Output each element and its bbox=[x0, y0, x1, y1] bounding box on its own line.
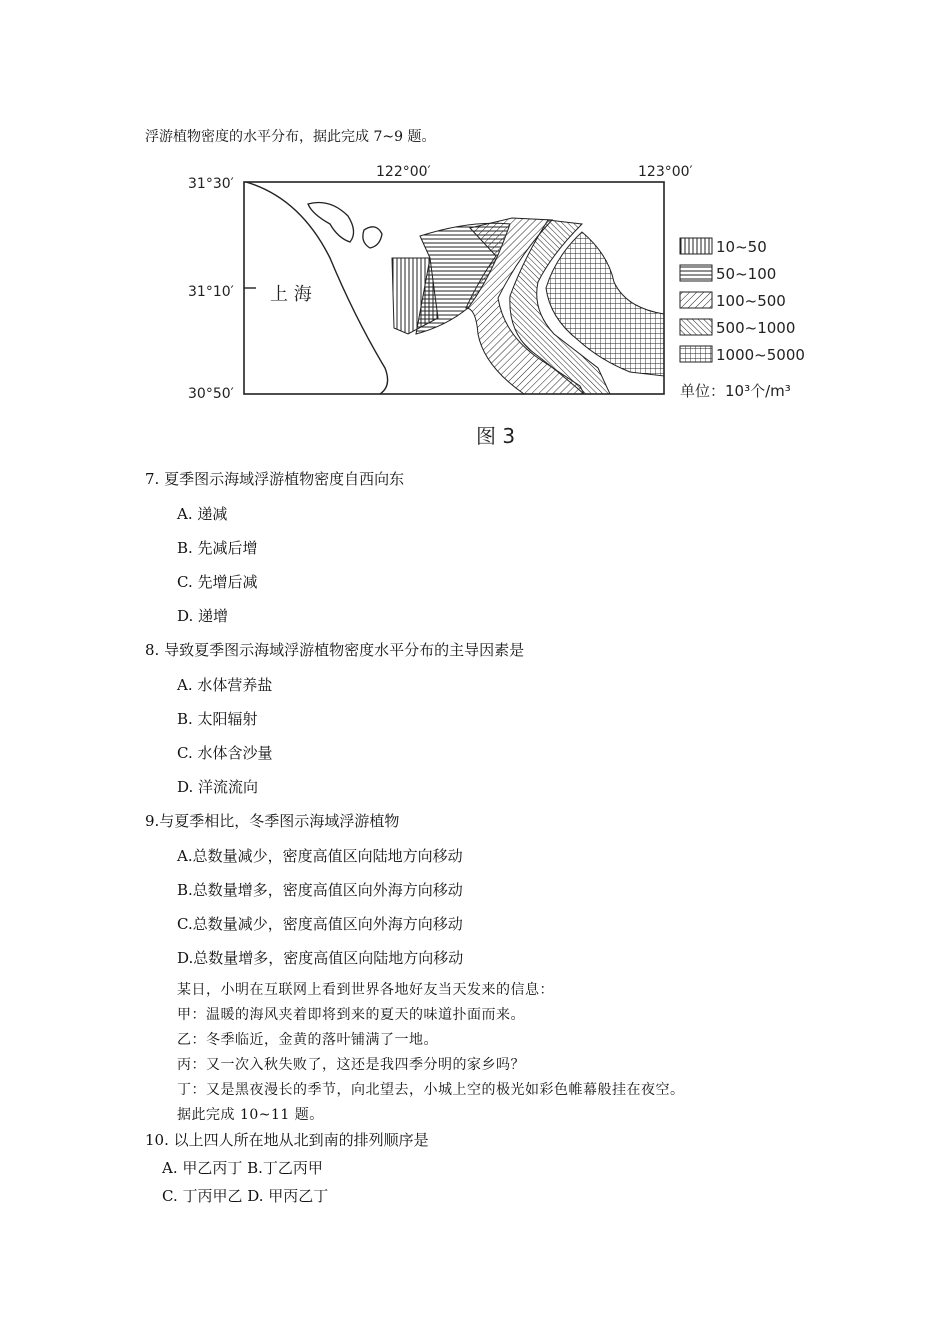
q7-option-c: C. 先增后减 bbox=[177, 573, 258, 591]
passage-line-1: 某日，小明在互联网上看到世界各地好友当天发来的信息： bbox=[177, 982, 554, 998]
passage-line-4: 丙：又一次入秋失败了，这还是我四季分明的家乡吗？ bbox=[177, 1057, 525, 1073]
legend-label-50-100: 50~100 bbox=[716, 265, 777, 283]
q10-options-row-2: C. 丁丙甲乙 D. 甲丙乙丁 bbox=[162, 1187, 329, 1205]
legend-label-500-1000: 500~1000 bbox=[716, 319, 796, 337]
passage-line-6: 据此完成 10~11 题。 bbox=[177, 1107, 324, 1123]
legend-swatch-50-100 bbox=[680, 265, 712, 281]
q9-option-a: A.总数量减少，密度高值区向陆地方向移动 bbox=[177, 847, 463, 865]
passage-line-5: 丁：又是黑夜漫长的季节，向北望去，小城上空的极光如彩色帷幕般挂在夜空。 bbox=[177, 1082, 685, 1098]
legend-label-1000-5000: 1000~5000 bbox=[716, 346, 805, 364]
legend-label-100-500: 100~500 bbox=[716, 292, 786, 310]
legend-swatch-500-1000 bbox=[680, 319, 712, 335]
intro-text: 浮游植物密度的水平分布，据此完成 7~9 题。 bbox=[145, 129, 436, 145]
legend bbox=[680, 238, 805, 400]
question-8-stem: 8. 导致夏季图示海域浮游植物密度水平分布的主导因素是 bbox=[145, 641, 525, 659]
place-label-shanghai: 上 海 bbox=[270, 284, 312, 305]
question-10-stem: 10. 以上四人所在地从北到南的排列顺序是 bbox=[145, 1131, 429, 1149]
legend-swatch-1000-5000 bbox=[680, 346, 712, 362]
q8-option-b: B. 太阳辐射 bbox=[177, 710, 258, 728]
q10-options-row-1: A. 甲乙丙丁 B.丁乙丙甲 bbox=[162, 1159, 323, 1177]
legend-label-10-50: 10~50 bbox=[716, 238, 767, 256]
island-small bbox=[363, 227, 382, 248]
figure-caption: 图 3 bbox=[476, 424, 516, 448]
lon-label-122: 122°00′ bbox=[376, 164, 431, 180]
lat-label-3110: 31°10′ bbox=[188, 284, 234, 300]
q9-option-c: C.总数量减少，密度高值区向外海方向移动 bbox=[177, 915, 463, 933]
passage-line-2: 甲：温暖的海风夹着即将到来的夏天的味道扑面而来。 bbox=[177, 1007, 525, 1023]
q7-option-b: B. 先减后增 bbox=[177, 539, 258, 557]
legend-swatch-100-500 bbox=[680, 292, 712, 308]
passage-line-3: 乙：冬季临近，金黄的落叶铺满了一地。 bbox=[177, 1032, 438, 1048]
question-7-stem: 7. 夏季图示海域浮游植物密度自西向东 bbox=[145, 470, 405, 488]
legend-unit: 单位：10³个/m³ bbox=[680, 382, 791, 400]
q9-option-b: B.总数量增多，密度高值区向外海方向移动 bbox=[177, 881, 463, 899]
q9-option-d: D.总数量增多，密度高值区向陆地方向移动 bbox=[177, 949, 464, 967]
lon-label-123: 123°00′ bbox=[638, 164, 693, 180]
plankton-density-map bbox=[180, 158, 820, 458]
q8-option-c: C. 水体含沙量 bbox=[177, 744, 273, 762]
q8-option-a: A. 水体营养盐 bbox=[177, 676, 273, 694]
lat-label-3130: 31°30′ bbox=[188, 176, 234, 192]
lat-label-3050: 30°50′ bbox=[188, 386, 234, 402]
q7-option-a: A. 递减 bbox=[177, 505, 228, 523]
q7-option-d: D. 递增 bbox=[177, 607, 229, 625]
question-9-stem: 9.与夏季相比，冬季图示海域浮游植物 bbox=[145, 812, 400, 830]
island bbox=[308, 203, 354, 243]
legend-swatch-10-50 bbox=[680, 238, 712, 254]
coastline bbox=[246, 182, 388, 394]
q8-option-d: D. 洋流流向 bbox=[177, 778, 259, 796]
